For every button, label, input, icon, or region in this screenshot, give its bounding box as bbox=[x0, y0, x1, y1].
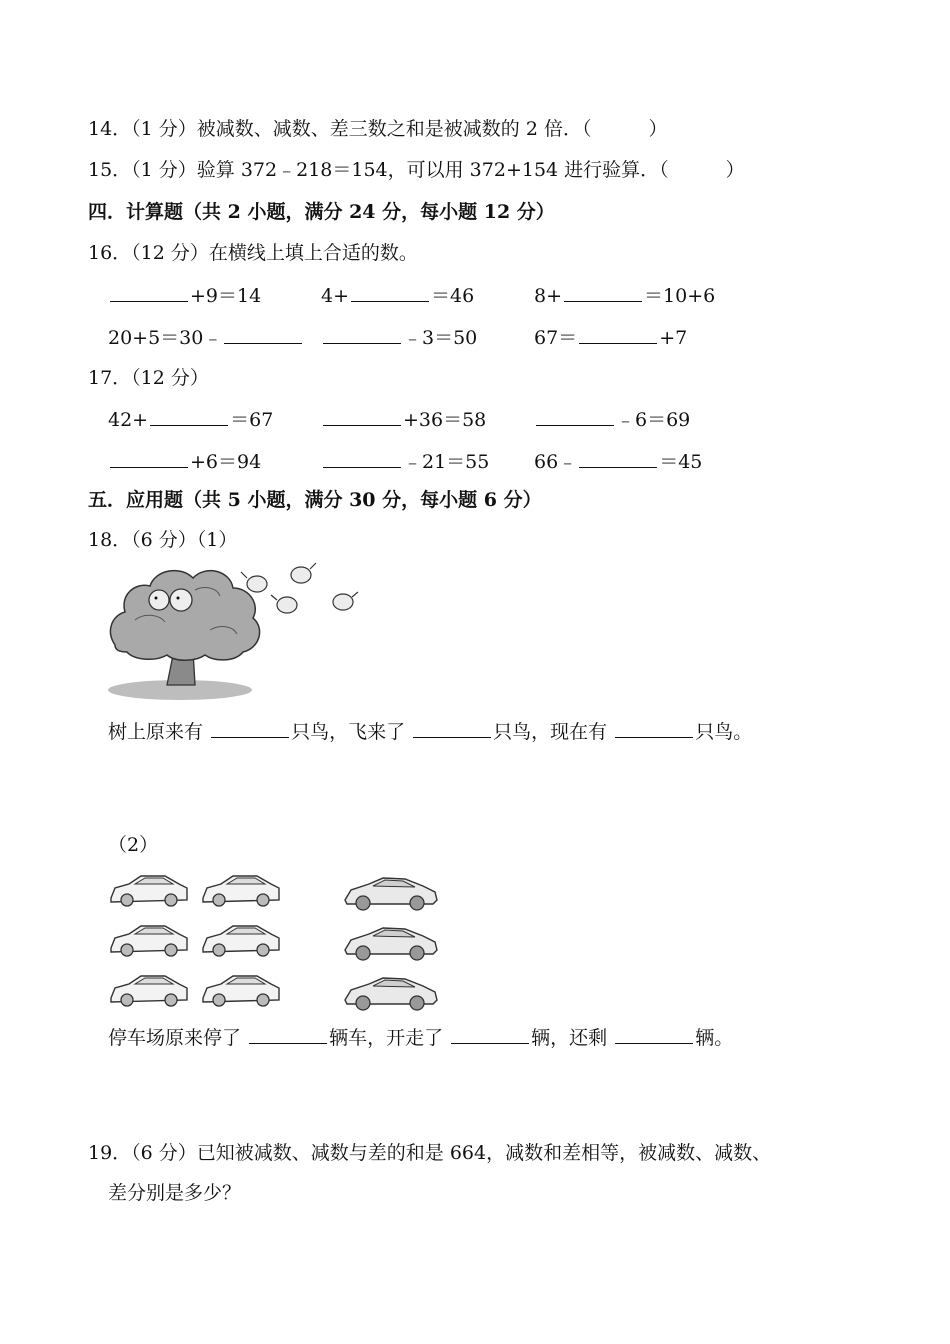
answer-blank[interactable] bbox=[579, 325, 657, 344]
answer-blank[interactable] bbox=[323, 449, 401, 468]
answer-blank[interactable] bbox=[249, 1025, 327, 1044]
question-19: 19．（6 分）已知被减数、减数与差的和是 664，减数和差相等，被减数、减数、 bbox=[88, 1142, 772, 1164]
q17-item-4: +6＝94 bbox=[108, 449, 261, 474]
answer-blank[interactable] bbox=[211, 719, 289, 738]
question-17: 17．（12 分） bbox=[88, 367, 209, 389]
section-5-heading: 五．应用题（共 5 小题，满分 30 分，每小题 6 分） bbox=[88, 489, 542, 511]
question-14: 14．（1 分）被减数、减数、差三数之和是被减数的 2 倍．（ ） bbox=[88, 118, 668, 140]
question-16: 16．（12 分）在横线上填上合适的数。 bbox=[88, 242, 418, 264]
answer-blank[interactable] bbox=[451, 1025, 529, 1044]
tree-with-birds-icon bbox=[105, 560, 365, 705]
q16-item-4: 20+5＝30﹣ bbox=[108, 325, 304, 350]
q17-item-5: ﹣21＝55 bbox=[321, 449, 489, 474]
answer-blank[interactable] bbox=[150, 407, 228, 426]
q17-item-3: ﹣6＝69 bbox=[534, 407, 690, 432]
answer-blank[interactable] bbox=[413, 719, 491, 738]
question-15: 15．（1 分）验算 372﹣218＝154，可以用 372+154 进行验算．（ ） bbox=[88, 159, 745, 181]
question-19-continued: 差分别是多少？ bbox=[108, 1182, 242, 1204]
question-18: 18．（6 分）（1） bbox=[88, 529, 238, 551]
q17-item-2: +36＝58 bbox=[321, 407, 486, 432]
q18-sentence-2: 停车场原来停了 辆车，开走了 辆，还剩 辆。 bbox=[108, 1027, 734, 1049]
answer-blank[interactable] bbox=[351, 283, 429, 302]
q17-item-1: 42+ ＝67 bbox=[108, 409, 274, 431]
answer-blank[interactable] bbox=[110, 283, 188, 302]
answer-blank[interactable] bbox=[615, 1025, 693, 1044]
section-4-heading: 四．计算题（共 2 小题，满分 24 分，每小题 12 分） bbox=[88, 201, 555, 223]
answer-blank[interactable] bbox=[224, 325, 302, 344]
q16-item-1: +9＝14 bbox=[108, 283, 261, 308]
answer-blank[interactable] bbox=[323, 407, 401, 426]
answer-blank[interactable] bbox=[110, 449, 188, 468]
q18-part-2-label: （2） bbox=[108, 834, 159, 856]
q16-item-5: ﹣3＝50 bbox=[321, 325, 477, 350]
answer-blank[interactable] bbox=[615, 719, 693, 738]
answer-blank[interactable] bbox=[579, 449, 657, 468]
answer-blank[interactable] bbox=[564, 283, 642, 302]
answer-blank[interactable] bbox=[536, 407, 614, 426]
car-icon bbox=[105, 868, 445, 1013]
q17-item-6: 66﹣ ＝45 bbox=[534, 451, 703, 473]
q16-item-3: 8+ ＝10+6 bbox=[534, 285, 716, 307]
answer-blank[interactable] bbox=[323, 325, 401, 344]
q16-item-6: 67＝ +7 bbox=[534, 327, 688, 349]
q16-item-2: 4+ ＝46 bbox=[321, 285, 475, 307]
q18-sentence-1: 树上原来有 只鸟，飞来了 只鸟，现在有 只鸟。 bbox=[108, 721, 753, 743]
